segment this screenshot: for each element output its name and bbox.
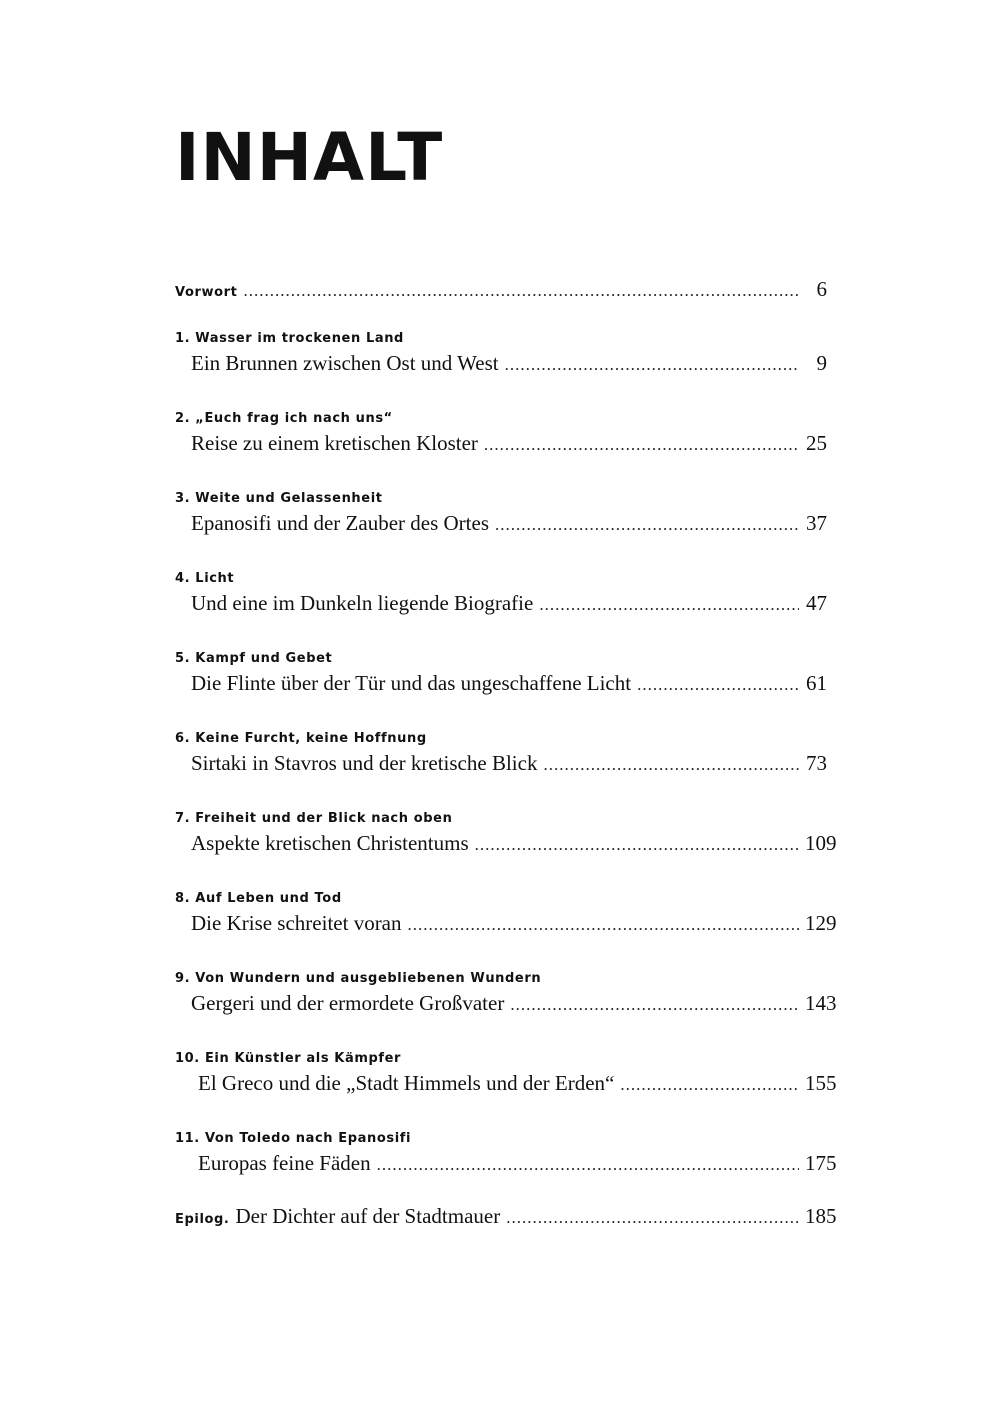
toc-line <box>175 988 837 1020</box>
chapter-heading: 1. Wasser im trockenen Land <box>175 331 404 346</box>
page-number: 61 <box>806 671 827 695</box>
chapter-subtitle: Und eine im Dunkeln liegende Biografie <box>191 591 534 615</box>
page-number: 37 <box>806 511 827 535</box>
toc-entry-preface <box>175 274 827 306</box>
chapter-subtitle: Sirtaki in Stavros und der kretische Blick <box>191 751 538 775</box>
chapter-heading: 8. Auf Leben und Tod <box>175 891 342 906</box>
toc-entry-chapter-1 <box>175 330 827 380</box>
toc-entry-chapter-9 <box>175 970 837 1020</box>
dot-leader <box>408 910 799 940</box>
toc-entry-chapter-5 <box>175 650 827 700</box>
chapter-heading: 2. „Euch frag ich nach uns“ <box>175 411 393 426</box>
toc-entry-chapter-6 <box>175 730 827 780</box>
page-number: 109 <box>805 831 837 855</box>
page-number: 129 <box>805 911 837 935</box>
toc-line <box>175 348 827 380</box>
epilogue-text: Der Dichter auf der Stadtmauer <box>235 1204 501 1228</box>
chapter-subtitle: Die Krise schreitet voran <box>191 911 402 935</box>
dot-leader <box>243 276 799 306</box>
chapter-heading: 9. Von Wundern und ausgebliebenen Wundern <box>175 971 542 986</box>
epilogue-label: Epilog. <box>175 1212 230 1227</box>
chapter-subtitle: Europas feine Fäden <box>198 1151 371 1175</box>
page-number: 47 <box>806 591 827 615</box>
toc-line <box>175 1148 837 1180</box>
dot-leader <box>543 750 799 780</box>
chapter-heading: 11. Von Toledo nach Epanosifi <box>175 1131 412 1146</box>
dot-leader <box>475 830 799 860</box>
dot-leader <box>510 990 799 1020</box>
page-number: 9 <box>816 351 827 375</box>
toc-entry-chapter-8 <box>175 890 837 940</box>
page-title: INHALT <box>175 119 444 196</box>
chapter-heading: 3. Weite und Gelassenheit <box>175 491 383 506</box>
chapter-subtitle: El Greco und die „Stadt Himmels und der Erden“ <box>198 1071 615 1095</box>
dot-leader <box>637 670 799 700</box>
page-number: 185 <box>805 1204 837 1228</box>
epilogue-title <box>175 1201 500 1235</box>
chapter-subtitle: Ein Brunnen zwischen Ost und West <box>191 351 499 375</box>
toc-line <box>175 1068 837 1100</box>
dot-leader <box>484 430 799 460</box>
chapter-heading: 4. Licht <box>175 571 235 586</box>
dot-leader <box>495 510 799 540</box>
dot-leader <box>620 1070 799 1100</box>
page-number: 175 <box>805 1151 837 1175</box>
chapter-heading: 6. Keine Furcht, keine Hoffnung <box>175 731 427 746</box>
toc-line <box>175 828 837 860</box>
toc-line <box>175 908 837 940</box>
toc-entry-chapter-11 <box>175 1130 837 1180</box>
toc-line <box>175 508 827 540</box>
toc-line <box>175 428 827 460</box>
toc-line <box>175 274 827 306</box>
dot-leader <box>377 1150 799 1180</box>
chapter-subtitle: Gergeri und der ermordete Großvater <box>191 991 505 1015</box>
chapter-heading: 7. Freiheit und der Blick nach oben <box>175 811 453 826</box>
toc-entry-chapter-3 <box>175 490 827 540</box>
chapter-subtitle: Epanosifi und der Zauber des Ortes <box>191 511 489 535</box>
page-number: 73 <box>806 751 827 775</box>
toc-line <box>175 748 827 780</box>
page-number: 155 <box>805 1071 837 1095</box>
toc-entry-chapter-7 <box>175 810 837 860</box>
chapter-subtitle: Die Flinte über der Tür und das ungeschaffene Licht <box>191 671 632 695</box>
toc-entry-chapter-4 <box>175 570 827 620</box>
chapter-heading: 5. Kampf und Gebet <box>175 651 333 666</box>
chapter-heading: 10. Ein Künstler als Kämpfer <box>175 1051 402 1066</box>
toc-line <box>175 1201 837 1235</box>
dot-leader <box>539 590 799 620</box>
toc-entry-chapter-10 <box>175 1050 837 1100</box>
page-number: 25 <box>806 431 827 455</box>
toc-line <box>175 668 827 700</box>
page-number: 143 <box>805 991 837 1015</box>
chapter-subtitle: Aspekte kretischen Christentums <box>191 831 469 855</box>
page-number: 6 <box>816 277 827 301</box>
toc-heading: Vorwort <box>175 285 238 300</box>
dot-leader <box>505 350 799 380</box>
toc-entry-chapter-2 <box>175 410 827 460</box>
dot-leader <box>506 1203 799 1233</box>
toc-line <box>175 588 827 620</box>
chapter-subtitle: Reise zu einem kretischen Kloster <box>191 431 478 455</box>
toc-entry-epilogue <box>175 1201 837 1235</box>
